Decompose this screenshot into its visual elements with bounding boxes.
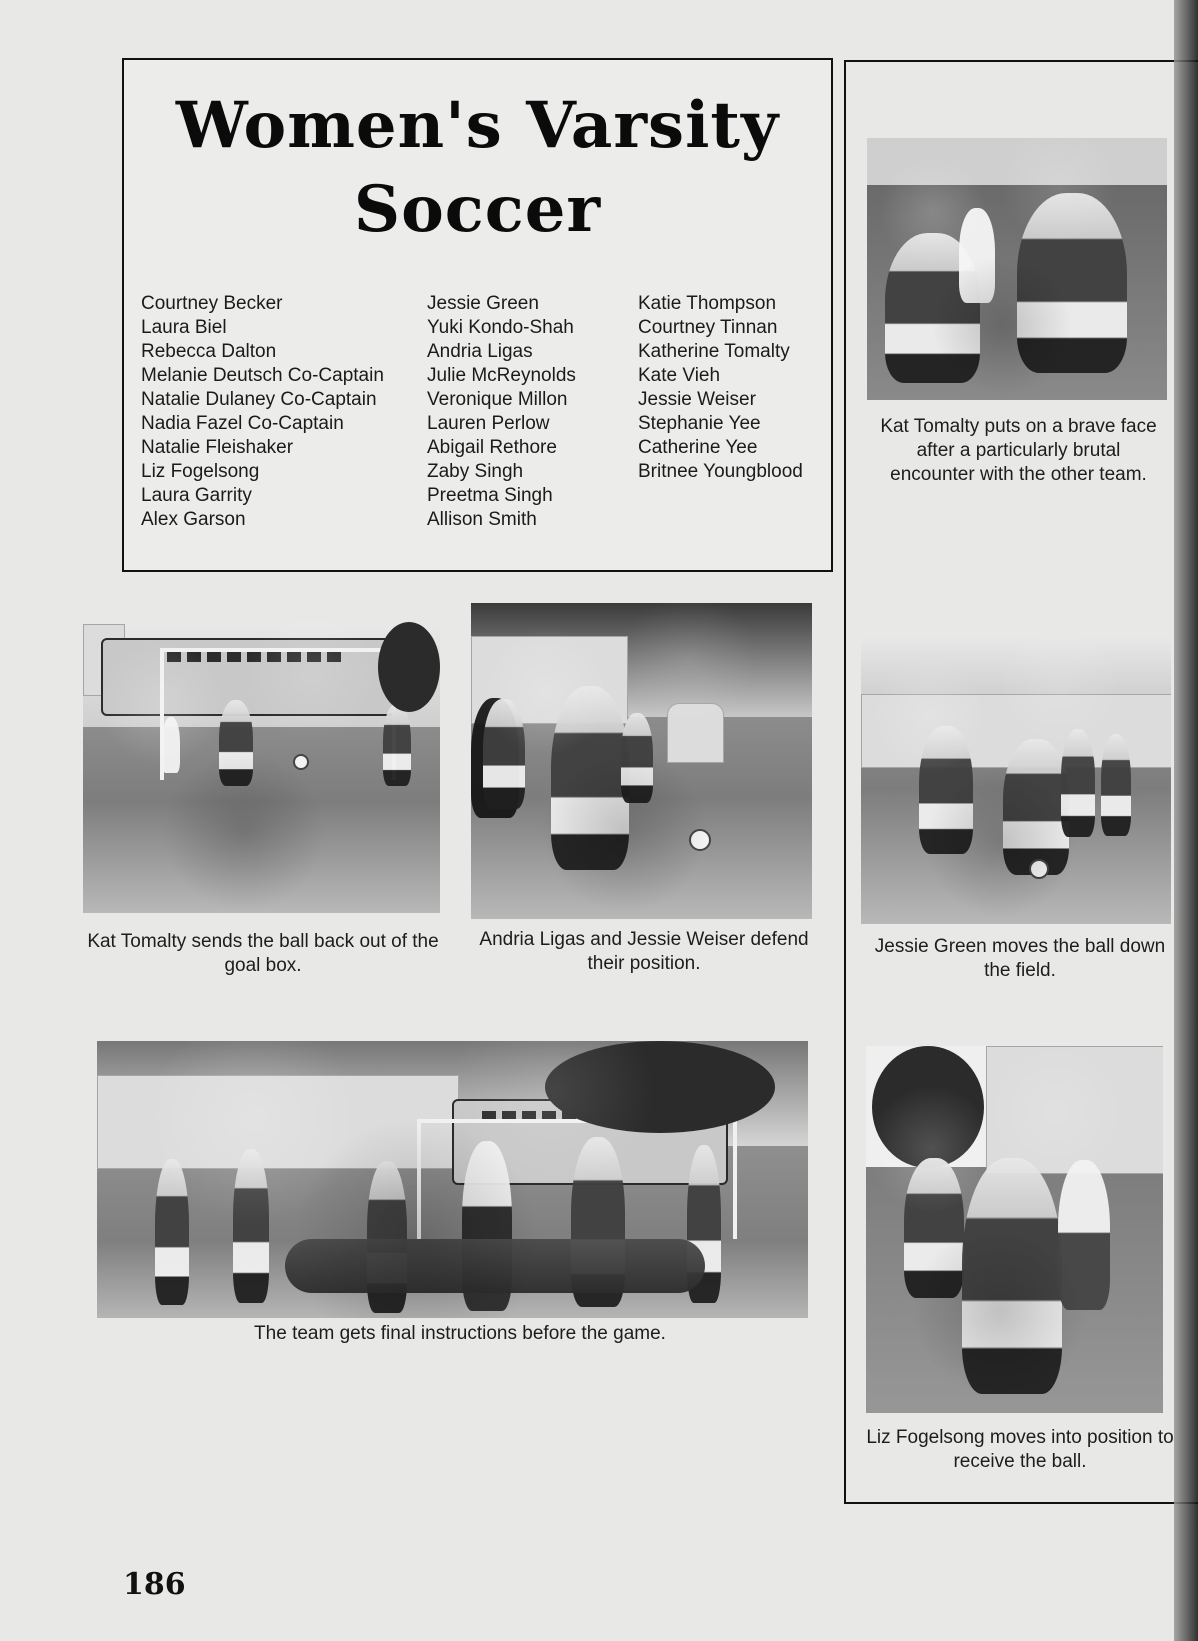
roster-name: Andria Ligas xyxy=(427,341,533,362)
roster-name: Jessie Green xyxy=(427,293,539,314)
roster-column-2 xyxy=(427,292,576,532)
photo-injury xyxy=(867,138,1167,400)
photo-final-instructions xyxy=(97,1041,808,1318)
roster-name: Courtney Becker xyxy=(141,293,283,314)
roster-name: Natalie Dulaney Co-Captain xyxy=(141,389,377,410)
roster-name: Nadia Fazel Co-Captain xyxy=(141,413,344,434)
roster-box xyxy=(122,58,833,572)
roster-name: Stephanie Yee xyxy=(638,413,761,434)
photo-receive-ball xyxy=(866,1046,1163,1413)
roster-column-1 xyxy=(141,292,384,532)
roster-name: Rebecca Dalton xyxy=(141,341,277,362)
roster-name: Jessie Weiser xyxy=(638,389,756,410)
roster-name: Melanie Deutsch Co-Captain xyxy=(141,365,384,386)
caption-photo-2: Kat Tomalty sends the ball back out of the goal box. xyxy=(87,931,439,976)
roster-name: Catherine Yee xyxy=(638,437,758,458)
roster-name: Zaby Singh xyxy=(427,461,524,482)
caption-photo-3: Andria Ligas and Jessie Weiser defend their position. xyxy=(479,929,809,974)
page-title-line-2: Soccer xyxy=(353,172,602,247)
roster-name: Veronique Millon xyxy=(427,389,568,410)
photo-goal-box xyxy=(83,622,440,913)
roster-name: Preetma Singh xyxy=(427,485,553,506)
roster-column-3 xyxy=(638,292,803,484)
roster-name: Abigail Rethore xyxy=(427,437,557,458)
caption-photo-5: The team gets final instructions before the game. xyxy=(254,1323,666,1344)
roster-name: Julie McReynolds xyxy=(427,365,576,386)
roster-name: Yuki Kondo-Shah xyxy=(427,317,574,338)
binding-shadow xyxy=(1174,0,1198,1641)
caption-photo-1: Kat Tomalty puts on a brave face after a particularly brutal encounter with the other team. xyxy=(880,416,1157,485)
roster-name: Britnee Youngblood xyxy=(638,461,803,482)
roster-name: Alex Garson xyxy=(141,509,246,530)
roster-name: Lauren Perlow xyxy=(427,413,550,434)
roster-name: Katherine Tomalty xyxy=(638,341,790,362)
roster-name: Allison Smith xyxy=(427,509,537,530)
roster-name: Laura Garrity xyxy=(141,485,252,506)
roster-name: Kate Vieh xyxy=(638,365,721,386)
page-title-line-1: Women's Varsity xyxy=(175,88,780,163)
roster-name: Natalie Fleishaker xyxy=(141,437,294,458)
roster-name: Katie Thompson xyxy=(638,293,777,314)
page-number: 186 xyxy=(123,1567,186,1602)
roster-name: Liz Fogelsong xyxy=(141,461,260,482)
roster-name: Laura Biel xyxy=(141,317,227,338)
caption-photo-4: Jessie Green moves the ball down the field. xyxy=(874,936,1166,981)
roster-name: Courtney Tinnan xyxy=(638,317,778,338)
caption-photo-6: Liz Fogelsong moves into position to receive the ball. xyxy=(866,1427,1174,1472)
photo-defend-position xyxy=(471,603,812,919)
photo-move-ball xyxy=(861,634,1171,924)
